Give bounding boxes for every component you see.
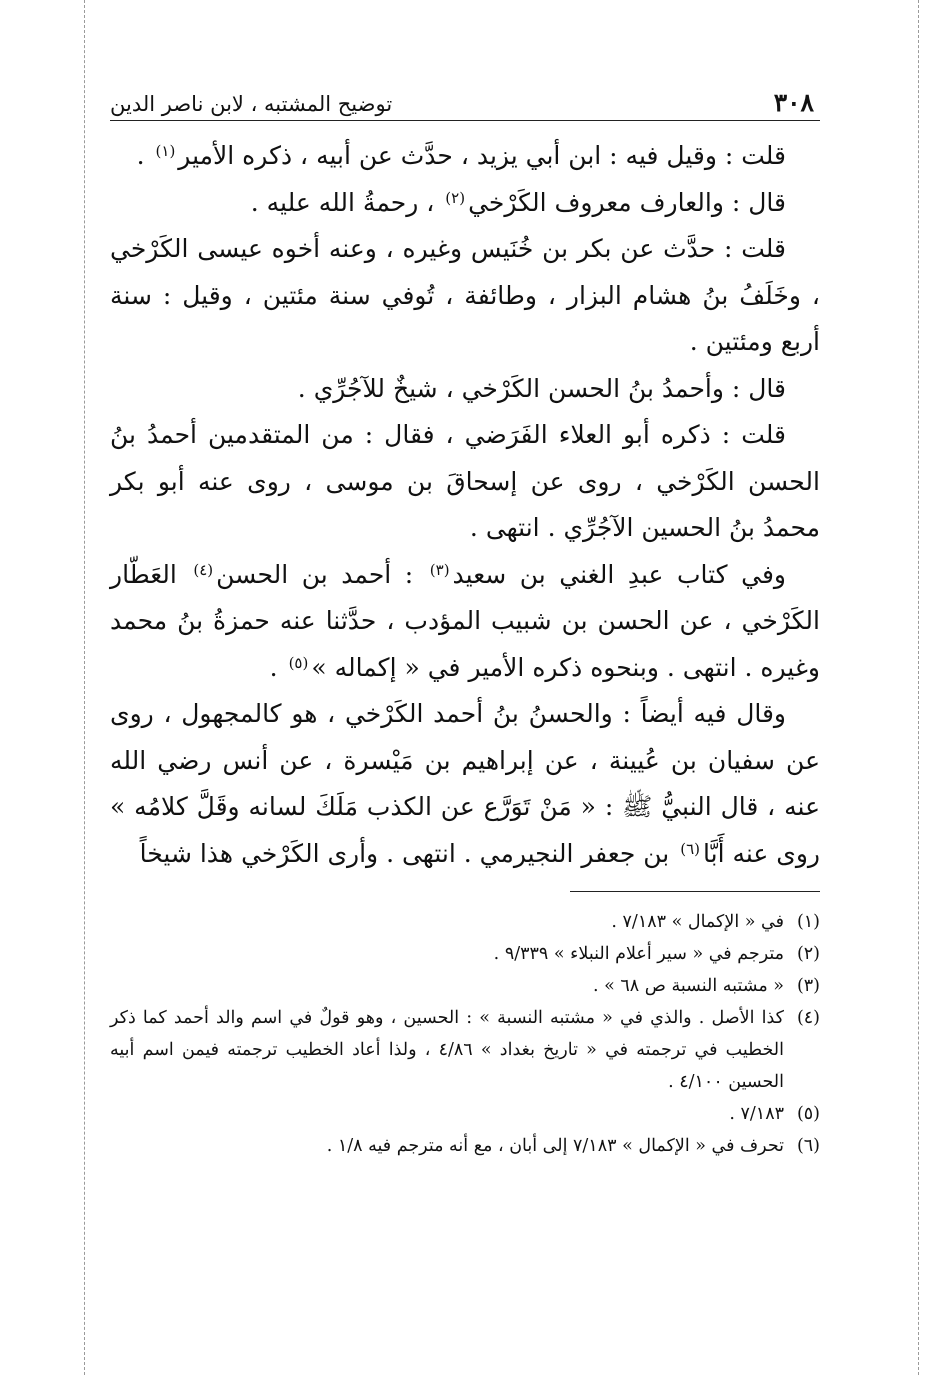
paragraph-text: قلت : حدَّث عن بكر بن خُنَيس وغيره ، وعنه أخوه عيسى الكَرْخي ، وخَلَفُ بنُ هشام البزار ، وطائفة ، تُوفي سنة مئتين ، وقيل : سنة أربع ومئتين . <box>110 234 820 356</box>
paragraph <box>110 691 820 877</box>
book-page <box>110 70 820 1162</box>
footnote <box>110 1002 820 1098</box>
paragraph-text: ، رحمةُ الله عليه . <box>250 187 443 217</box>
page-header <box>110 70 820 121</box>
paragraph-text: قال : وأحمدُ بنُ الحسن الكَرْخي ، شيخٌ للآجُرِّي . <box>297 373 786 403</box>
scan-border-left <box>84 0 85 1375</box>
paragraph-text: . <box>269 652 286 682</box>
paragraph-text: وفي كتاب عبدِ الغني بن سعيد <box>452 559 786 589</box>
paragraph-text: : أحمد بن الحسن <box>216 559 427 589</box>
footnote-number: (٥) <box>796 1104 820 1124</box>
paragraph-text: . <box>136 141 153 170</box>
paragraph-text: قلت : ذكره أبو العلاء الفَرَضي ، فقال : من المتقدمين أحمدُ بنُ الحسن الكَرْخي ، روى عن إسحاقَ بن موسى ، روى عنه أبو بكر محمدُ بنُ الحسين الآجُرِّي . انتهى . <box>110 420 820 542</box>
running-title: توضيح المشتبه ، لابن ناصر الدين <box>110 92 393 116</box>
footnote-text: « مشتبه النسبة ص ٦٨ » . <box>592 976 784 996</box>
footnote <box>110 1130 820 1162</box>
page-number: ٣٠٨ <box>773 88 814 117</box>
footnote-ref: (٦) <box>680 839 700 858</box>
paragraph <box>110 133 820 180</box>
paragraph <box>110 366 820 413</box>
paragraph <box>110 552 820 692</box>
footnote-ref: (٢) <box>445 188 466 207</box>
main-text <box>110 133 820 877</box>
footnote-number: (٢) <box>796 944 820 964</box>
footnote-ref: (٣) <box>429 560 450 579</box>
paragraph <box>110 180 820 227</box>
paragraph-text: العَطّار الكَرْخي ، عن الحسن بن شبيب المؤدب ، حدَّثنا عنه حمزةُ بنُ محمد وغيره . انتهى . وبنحوه ذكره الأمير في « إكماله » <box>110 559 820 682</box>
footnote-ref: (٤) <box>193 560 214 579</box>
footnote-number: (٦) <box>796 1136 820 1156</box>
footnote-text: في « الإكمال » ٧/١٨٣ . <box>611 912 784 932</box>
footnote <box>110 938 820 970</box>
paragraph <box>110 412 820 552</box>
paragraph <box>110 226 820 366</box>
footnote <box>110 970 820 1002</box>
footnote-text: مترجم في « سير أعلام النبلاء » ٩/٣٣٩ . <box>493 944 784 964</box>
footnote-text: ٧/١٨٣ . <box>729 1104 784 1124</box>
footnote-text: كذا الأصل . والذي في « مشتبه النسبة » : الحسين ، وهو قولٌ في اسم والد أحمد كما ذكر الخطيب في ترجمته في « تاريخ بغداد » ٤/٨٦ ، ولذا أعاد الخطيب ترجمته فيمن اسم أبيه الحسين ٤/١٠٠ . <box>110 1008 784 1092</box>
footnote-text: تحرف في « الإكمال » ٧/١٨٣ إلى أبان ، مع أنه مترجم فيه ١/٨ . <box>326 1136 784 1156</box>
footnote <box>110 906 820 938</box>
footnote-ref: (٥) <box>288 653 309 672</box>
scan-border-right <box>918 0 919 1375</box>
paragraph-text: قلت : وقيل فيه : ابن أبي يزيد ، حدَّث عن أبيه ، ذكره الأمير <box>178 141 786 170</box>
footnote-number: (٤) <box>796 1008 820 1028</box>
footnote-ref: (١) <box>155 142 176 160</box>
footnote-number: (١) <box>796 912 820 932</box>
footnote-number: (٣) <box>796 976 820 996</box>
paragraph-text: بن جعفر النجيرمي . انتهى . وأرى الكَرْخي هذا شيخاً <box>139 838 678 868</box>
footnotes <box>110 906 820 1162</box>
paragraph-text: وقال فيه أيضاً : والحسنُ بنُ أحمد الكَرْخي ، هو كالمجهول ، روى عن سفيان بن عُيينة ، عن إبراهيم بن مَيْسرة ، عن أنس رضي الله عنه ، قال النبيُّ ﷺ : « مَنْ تَوَرَّع عن الكذب مَلَكَ لسانه وقَلَّ كلامُه » روى عنه أَبَّا <box>110 699 820 868</box>
footnote <box>110 1098 820 1130</box>
footnote-separator <box>570 891 820 892</box>
paragraph-text: قال : والعارف معروف الكَرْخي <box>468 187 786 217</box>
